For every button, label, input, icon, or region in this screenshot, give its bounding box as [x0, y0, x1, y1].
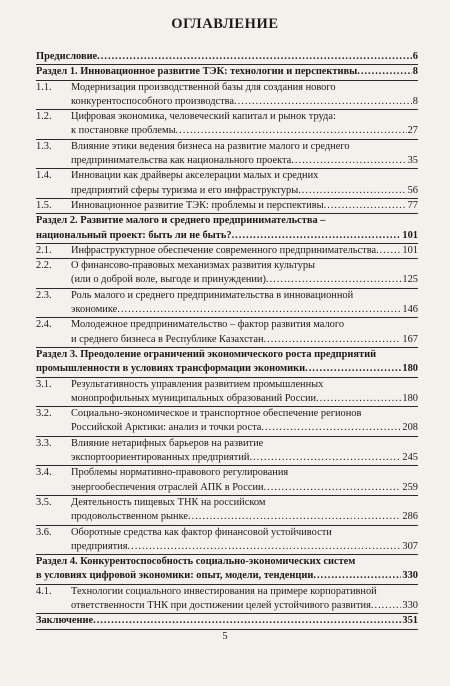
toc-subsection-entry: [36, 140, 418, 170]
toc-entry-text: Результативность управления развитием промышленных: [71, 378, 324, 390]
toc-entry-line: [36, 362, 418, 376]
toc-entry-text: Инфраструктурное обеспечение современного предпринимательства: [71, 244, 377, 256]
toc-entry-text: Раздел 4. Конкурентоспособность социально-экономических систем: [36, 556, 356, 568]
toc-entry-text: энергообеспечения отраслей АПК в России: [71, 481, 264, 493]
toc-subsection-entry: [36, 437, 418, 467]
toc-subsection-entry: [36, 496, 418, 526]
dot-leader: [305, 362, 401, 376]
toc-page-number: 101: [402, 229, 418, 241]
toc-page-number: 146: [402, 304, 418, 316]
dot-leader: [97, 50, 412, 64]
toc-entry-text: предприятия: [71, 540, 128, 552]
dot-leader: [93, 614, 401, 628]
toc-subsection-entry: [36, 289, 418, 319]
toc-entry-line: [36, 229, 418, 243]
toc-page-number: 77: [407, 199, 418, 211]
dot-leader: [117, 303, 401, 317]
toc-entry-number: 2.2.: [36, 260, 52, 272]
toc-entry-line: [36, 510, 418, 524]
toc-entry-line: [36, 348, 418, 362]
toc-entry-line: [36, 421, 418, 435]
dot-leader: [376, 244, 401, 258]
toc-page-number: 6: [412, 51, 418, 62]
toc-entry-line: [36, 378, 418, 392]
toc-subsection-entry: [36, 110, 418, 140]
toc-page-number: 8: [412, 95, 418, 107]
toc-entry-text: конкурентоспособного производства: [71, 95, 235, 107]
toc-entry-number: 2.3.: [36, 289, 52, 301]
dot-leader: [313, 569, 401, 583]
toc-subsection-entry: [36, 526, 418, 556]
dot-leader: [324, 199, 407, 213]
toc-page-number: 125: [402, 274, 418, 286]
toc-entry-text: Заключение: [36, 615, 94, 627]
toc-page-number: 8: [412, 66, 418, 78]
toc-entry-text: Влияние этики ведения бизнеса на развитие малого и среднего: [71, 140, 350, 152]
toc-entry-line: [36, 95, 418, 109]
dot-leader: [249, 451, 401, 465]
toc-entry-number: 3.3.: [36, 437, 52, 449]
toc-entry-line: [36, 199, 418, 213]
toc-page-number: 167: [402, 333, 418, 345]
toc-entry-number: 3.6.: [36, 526, 52, 538]
dot-leader: [357, 65, 412, 79]
toc-entry-text: Инновации как драйверы акселерации малых и средних: [71, 170, 319, 182]
toc-page-number: 259: [402, 481, 418, 493]
toc-page-number: 27: [407, 125, 418, 137]
toc-entry-line: [36, 169, 418, 183]
toc-entry-line: [36, 392, 418, 406]
toc-entry-line: [36, 599, 418, 613]
toc-entry-line: [36, 407, 418, 421]
toc-subsection-entry: [36, 378, 418, 408]
dot-leader: [128, 540, 402, 554]
toc-entry-line: [36, 303, 418, 317]
toc-entry-number: 3.1.: [36, 378, 52, 390]
toc-entry-text: (или о доброй воле, выгоде и принуждении): [71, 274, 266, 286]
toc-section-entry: [36, 348, 418, 378]
toc-page-number: 56: [407, 184, 418, 196]
toc-entry-text: Роль малого и среднего предпринимательства в инновационной: [71, 289, 354, 301]
toc-entry-text: Оборотные средства как фактор финансовой устойчивости: [71, 526, 332, 538]
toc-entry-text: промышленности в условиях трансформации экономики: [36, 363, 306, 375]
toc-entry-line: [36, 65, 418, 79]
toc-subsection-entry: [36, 407, 418, 437]
toc-entry-text: к постановке проблемы: [71, 125, 176, 137]
toc-entry-number: 3.2.: [36, 408, 52, 420]
toc-page-number: 330: [402, 570, 418, 582]
toc-entry-text: экспортоориентированных предприятий: [71, 452, 250, 464]
toc-entry-text: Влияние нетарифных барьеров на развитие: [71, 437, 264, 449]
toc-entry-text: Российской Арктики: анализ и точки роста: [71, 422, 262, 434]
toc-entry-text: Раздел 3. Преодоление ограничений экономического роста предприятий: [36, 348, 377, 360]
toc-title: ОГЛАВЛЕНИЕ: [171, 16, 279, 32]
toc-entry-text: предприятий сферы туризма и его инфраструктуры: [71, 184, 299, 196]
toc-entry-text: Цифровая экономика, человеческий капитал и рынок труда:: [71, 111, 336, 123]
toc-section-entry: [36, 555, 418, 585]
toc-subsection-entry: [36, 199, 418, 214]
toc-entry-line: [36, 614, 418, 628]
toc-entry-text: Инновационное развитие ТЭК: проблемы и перспективы: [71, 199, 324, 211]
dot-leader: [261, 421, 401, 435]
toc-subsection-entry: [36, 466, 418, 496]
dot-leader: [316, 392, 401, 406]
toc-entry-line: [36, 569, 418, 583]
toc-entry-text: О финансово-правовых механизмах развития культуры: [71, 260, 316, 272]
table-of-contents: [36, 50, 418, 630]
toc-page-number: 351: [402, 615, 418, 627]
toc-entry-text: Технологии социального инвестирования на примере корпоративной: [71, 585, 377, 597]
toc-entry-line: [36, 289, 418, 303]
dot-leader: [266, 273, 401, 287]
toc-entry-line: [36, 50, 418, 64]
toc-entry-number: 2.1.: [36, 244, 52, 256]
dot-leader: [188, 510, 401, 524]
toc-entry-line: [36, 333, 418, 347]
toc-entry-number: 1.5.: [36, 199, 52, 211]
toc-subsection-entry: [36, 81, 418, 111]
toc-entry-number: 1.4.: [36, 170, 52, 182]
toc-entry-line: [36, 585, 418, 599]
toc-entry-number: 1.1.: [36, 81, 52, 93]
toc-entry-number: 3.4.: [36, 467, 52, 479]
toc-entry-text: Модернизация производственной базы для создания нового: [71, 81, 336, 93]
toc-subsection-entry: [36, 169, 418, 199]
toc-page-number: 35: [407, 155, 418, 167]
toc-page-number: 245: [402, 452, 418, 464]
dot-leader: [291, 154, 406, 168]
toc-entry-line: [36, 214, 418, 228]
toc-entry-line: [36, 81, 418, 95]
page-number: 5: [222, 631, 228, 642]
toc-subsection-entry: [36, 259, 418, 289]
toc-entry-line: [36, 540, 418, 554]
toc-entry-line: [36, 481, 418, 495]
toc-entry-line: [36, 555, 418, 569]
toc-entry-text: экономике: [71, 304, 118, 316]
toc-entry-text: Раздел 2. Развитие малого и среднего предпринимательства –: [36, 215, 326, 227]
toc-entry-line: [36, 526, 418, 540]
toc-entry-number: 1.3.: [36, 140, 52, 152]
toc-entry-text: Проблемы нормативно-правового регулирования: [71, 467, 289, 479]
toc-entry-text: Раздел 1. Инновационное развитие ТЭК: технологии и перспективы: [36, 66, 358, 78]
toc-entry-line: [36, 466, 418, 480]
dot-leader: [232, 229, 402, 243]
dot-leader: [264, 333, 402, 347]
dot-leader: [264, 481, 402, 495]
toc-page-number: 101: [402, 244, 418, 256]
toc-entry-text: национальный проект: быть ли не быть?: [36, 229, 232, 241]
toc-entry-text: предпринимательства как национального проекта: [71, 155, 292, 167]
dot-leader: [298, 184, 406, 198]
toc-entry-text: Социально-экономическое и транспортное обеспечение регионов: [71, 408, 362, 420]
toc-entry-line: [36, 318, 418, 332]
toc-section-entry: [36, 50, 418, 65]
toc-entry-text: и среднего бизнеса в Республике Казахстан: [71, 333, 264, 345]
toc-page-number: 307: [402, 540, 418, 552]
toc-entry-line: [36, 110, 418, 124]
toc-entry-text: ответственности ТНК при достижении целей устойчивого развития: [71, 599, 371, 611]
toc-entry-line: [36, 451, 418, 465]
toc-entry-line: [36, 259, 418, 273]
toc-page-number: 330: [402, 599, 418, 611]
toc-entry-line: [36, 496, 418, 510]
toc-entry-text: монопрофильных муниципальных образований России: [71, 392, 317, 404]
toc-entry-number: 4.1.: [36, 585, 52, 597]
toc-entry-text: Деятельность пищевых ТНК на российском: [71, 496, 266, 508]
toc-entry-line: [36, 437, 418, 451]
toc-entry-text: продовольственном рынке: [71, 511, 188, 523]
toc-page-number: 208: [402, 422, 418, 434]
toc-section-entry: [36, 65, 418, 80]
toc-page-number: 286: [402, 511, 418, 523]
toc-subsection-entry: [36, 244, 418, 259]
dot-leader: [371, 599, 402, 613]
toc-subsection-entry: [36, 318, 418, 348]
toc-section-entry: [36, 614, 418, 629]
toc-entry-line: [36, 184, 418, 198]
toc-page-number: 180: [402, 363, 418, 375]
toc-entry-number: 1.2.: [36, 111, 52, 123]
toc-entry-text: Предисловие: [36, 51, 98, 62]
toc-entry-line: [36, 154, 418, 168]
toc-section-entry: [36, 214, 418, 244]
toc-entry-line: [36, 140, 418, 154]
toc-entry-line: [36, 244, 418, 258]
toc-subsection-entry: [36, 585, 418, 615]
toc-entry-text: Молодежное предпринимательство – фактор развития малого: [71, 319, 345, 331]
toc-entry-line: [36, 273, 418, 287]
toc-entry-number: 3.5.: [36, 496, 52, 508]
dot-leader: [234, 95, 412, 109]
toc-page-number: 180: [402, 392, 418, 404]
toc-entry-text: в условиях цифровой экономики: опыт, модели, тенденции: [36, 570, 314, 582]
dot-leader: [176, 124, 407, 138]
toc-entry-line: [36, 124, 418, 138]
toc-entry-number: 2.4.: [36, 319, 52, 331]
